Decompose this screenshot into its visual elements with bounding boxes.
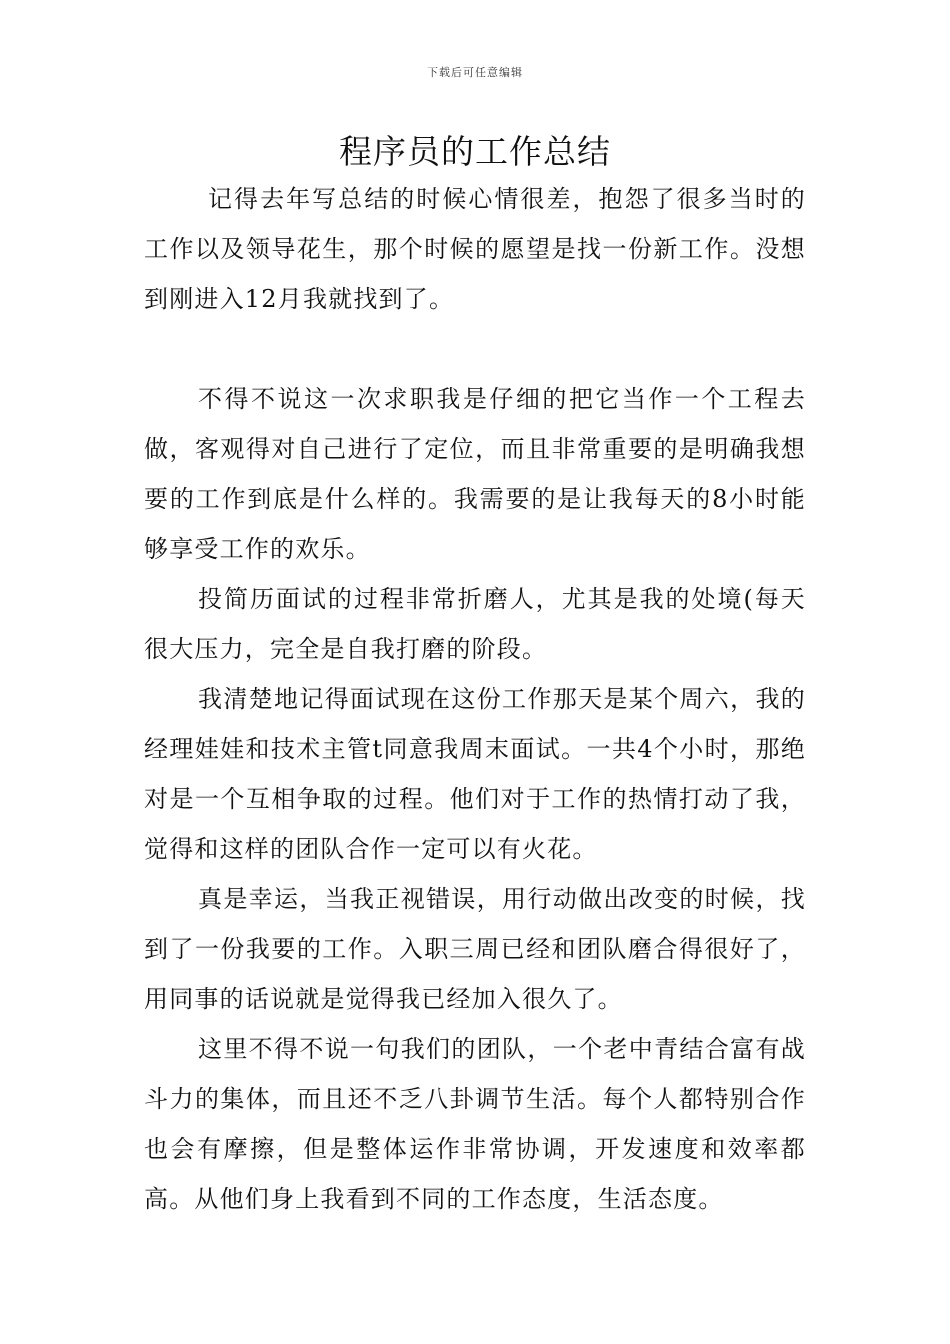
paragraph-4: 我清楚地记得面试现在这份工作那天是某个周六，我的经理娃娃和技术主管t同意我周末面试。一共4个小时，那绝对是一个互相争取的过程。他们对于工作的热情打动了我，觉得和这样的团队合作一定可以有火花。 (144, 685, 806, 863)
document-title: 程序员的工作总结 (339, 132, 611, 171)
header-note: 下载后可任意编辑 (427, 66, 523, 79)
paragraph-5: 真是幸运，当我正视错误，用行动做出改变的时候，找到了一份我要的工作。入职三周已经和团队磨合得很好了，用同事的话说就是觉得我已经加入很久了。 (144, 885, 806, 1013)
paragraph-6: 这里不得不说一句我们的团队，一个老中青结合富有战斗力的集体，而且还不乏八卦调节生活。每个人都特别合作也会有摩擦，但是整体运作非常协调，开发速度和效率都高。从他们身上我看到不同的工作态度，生活态度。 (144, 1035, 806, 1213)
paragraph-3: 投简历面试的过程非常折磨人，尤其是我的处境(每天很大压力，完全是自我打磨的阶段。 (144, 585, 806, 663)
paragraph-1: 记得去年写总结的时候心情很差，抱怨了很多当时的工作以及领导花生，那个时候的愿望是找一份新工作。没想到刚进入12月我就找到了。 (144, 185, 806, 313)
paragraph-2: 不得不说这一次求职我是仔细的把它当作一个工程去做，客观得对自己进行了定位，而且非常重要的是明确我想要的工作到底是什么样的。我需要的是让我每天的8小时能够享受工作的欢乐。 (144, 385, 806, 563)
